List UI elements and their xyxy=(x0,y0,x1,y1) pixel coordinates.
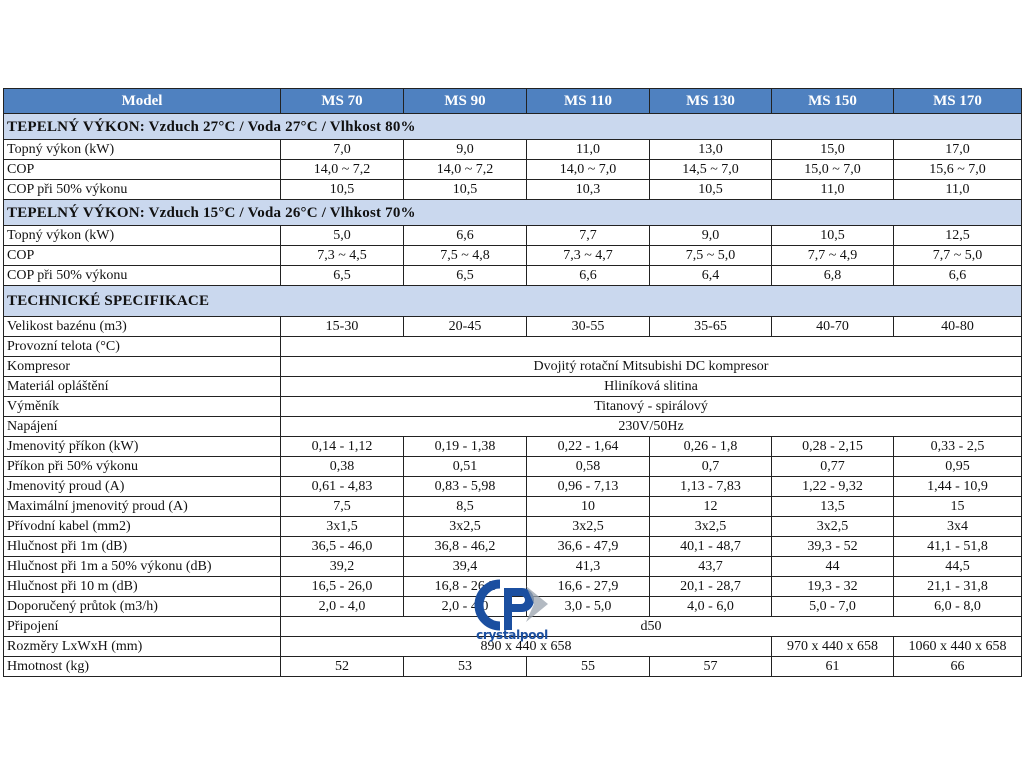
model-ms110-header: MS 110 xyxy=(527,89,650,114)
cell-value: 7,5 ~ 5,0 xyxy=(650,246,772,266)
row-label: Maximální jmenovitý proud (A) xyxy=(4,497,281,517)
cell-value: 10,3 xyxy=(527,180,650,200)
cell-value: 7,5 xyxy=(281,497,404,517)
cell-value: 0,7 xyxy=(650,457,772,477)
row-label: COP při 50% výkonu xyxy=(4,266,281,286)
cell-value: 2,0 - 4,0 xyxy=(404,597,527,617)
cell-value: 9,0 xyxy=(404,140,527,160)
row-label: COP xyxy=(4,160,281,180)
cell-value: 39,4 xyxy=(404,557,527,577)
cell-value-merged: Hliníková slitina xyxy=(281,377,1022,397)
cell-value: 10,5 xyxy=(281,180,404,200)
cell-value: 15,6 ~ 7,0 xyxy=(894,160,1022,180)
table-row xyxy=(4,417,1022,437)
cell-value: 10,5 xyxy=(404,180,527,200)
cell-value: 6,6 xyxy=(527,266,650,286)
table-row xyxy=(4,557,1022,577)
cell-value: 0,77 xyxy=(772,457,894,477)
section-row-technical xyxy=(4,286,1022,317)
cell-value: 13,5 xyxy=(772,497,894,517)
row-label: Hmotnost (kg) xyxy=(4,657,281,677)
cell-value: 2,0 - 4,0 xyxy=(281,597,404,617)
cell-value: 12,5 xyxy=(894,226,1022,246)
cell-value: 39,3 - 52 xyxy=(772,537,894,557)
cell-value-merged: Dvojitý rotační Mitsubishi DC kompresor xyxy=(281,357,1022,377)
cell-value-merged: 230V/50Hz xyxy=(281,417,1022,437)
table-row xyxy=(4,226,1022,246)
cell-value: 40-70 xyxy=(772,317,894,337)
row-label: Hlučnost při 10 m (dB) xyxy=(4,577,281,597)
header-row xyxy=(4,89,1022,114)
section-title-heating-15: TEPELNÝ VÝKON: Vzduch 15°C / Voda 26°C / Vlhkost 70% xyxy=(4,200,1022,226)
row-label: Materiál opláštění xyxy=(4,377,281,397)
cell-value: 15,0 ~ 7,0 xyxy=(772,160,894,180)
table-row xyxy=(4,160,1022,180)
row-label: Hlučnost při 1m (dB) xyxy=(4,537,281,557)
cell-value-merged: 890 x 440 x 658 xyxy=(281,637,772,657)
cell-value: 15-30 xyxy=(281,317,404,337)
cell-value: 1060 x 440 x 658 xyxy=(894,637,1022,657)
cell-value: 36,8 - 46,2 xyxy=(404,537,527,557)
table-row xyxy=(4,266,1022,286)
cell-value: 44 xyxy=(772,557,894,577)
cell-value: 36,6 - 47,9 xyxy=(527,537,650,557)
cell-value: 3x2,5 xyxy=(404,517,527,537)
table-row xyxy=(4,337,1022,357)
table-row xyxy=(4,140,1022,160)
cell-value: 6,4 xyxy=(650,266,772,286)
model-ms90-header: MS 90 xyxy=(404,89,527,114)
cell-value: 0,51 xyxy=(404,457,527,477)
cell-value: 16,6 - 27,9 xyxy=(527,577,650,597)
table-row xyxy=(4,497,1022,517)
cell-value: 11,0 xyxy=(772,180,894,200)
row-label: COP xyxy=(4,246,281,266)
cell-value: 6,6 xyxy=(894,266,1022,286)
table-row xyxy=(4,457,1022,477)
cell-value: 6,5 xyxy=(404,266,527,286)
cell-value: 5,0 xyxy=(281,226,404,246)
cell-value: 9,0 xyxy=(650,226,772,246)
table-row xyxy=(4,517,1022,537)
cell-value: 0,95 xyxy=(894,457,1022,477)
cell-value: 14,0 ~ 7,0 xyxy=(527,160,650,180)
cell-value: 0,26 - 1,8 xyxy=(650,437,772,457)
table-row xyxy=(4,377,1022,397)
cell-value: 14,0 ~ 7,2 xyxy=(404,160,527,180)
row-label: Kompresor xyxy=(4,357,281,377)
section-title-heating-27: TEPELNÝ VÝKON: Vzduch 27°C / Voda 27°C / Vlhkost 80% xyxy=(4,114,1022,140)
cell-value: 0,96 - 7,13 xyxy=(527,477,650,497)
cell-value: 0,28 - 2,15 xyxy=(772,437,894,457)
row-label: Doporučený průtok (m3/h) xyxy=(4,597,281,617)
cell-value: 16,5 - 26,0 xyxy=(281,577,404,597)
cell-value: 0,38 xyxy=(281,457,404,477)
cell-value: 41,1 - 51,8 xyxy=(894,537,1022,557)
cell-value: 55 xyxy=(527,657,650,677)
cell-value: 7,7 xyxy=(527,226,650,246)
cell-value: 16,8 - 26,2 xyxy=(404,577,527,597)
crystalpool-logo-text: crystalpool xyxy=(476,628,548,642)
cell-value-merged: Titanový - spirálový xyxy=(281,397,1022,417)
table-row xyxy=(4,357,1022,377)
cell-value: 10,5 xyxy=(772,226,894,246)
table-row xyxy=(4,397,1022,417)
row-label: Jmenovitý proud (A) xyxy=(4,477,281,497)
row-label: Velikost bazénu (m3) xyxy=(4,317,281,337)
cell-value: 7,0 xyxy=(281,140,404,160)
cell-value: 10 xyxy=(527,497,650,517)
cell-value: 0,14 - 1,12 xyxy=(281,437,404,457)
row-label: Napájení xyxy=(4,417,281,437)
cell-value: 6,6 xyxy=(404,226,527,246)
row-label: Rozměry LxWxH (mm) xyxy=(4,637,281,657)
cell-value: 7,3 ~ 4,5 xyxy=(281,246,404,266)
cell-value: 66 xyxy=(894,657,1022,677)
cell-value: 1,22 - 9,32 xyxy=(772,477,894,497)
table-row xyxy=(4,537,1022,557)
cell-value: 57 xyxy=(650,657,772,677)
table-row xyxy=(4,317,1022,337)
cell-value: 0,61 - 4,83 xyxy=(281,477,404,497)
cell-value-merged xyxy=(281,337,1022,357)
cell-value: 3,0 - 5,0 xyxy=(527,597,650,617)
row-label: Jmenovitý příkon (kW) xyxy=(4,437,281,457)
table-row xyxy=(4,437,1022,457)
cell-value: 6,0 - 8,0 xyxy=(894,597,1022,617)
cell-value: 0,33 - 2,5 xyxy=(894,437,1022,457)
cell-value: 35-65 xyxy=(650,317,772,337)
cell-value: 43,7 xyxy=(650,557,772,577)
cell-value: 0,58 xyxy=(527,457,650,477)
model-ms130-header: MS 130 xyxy=(650,89,772,114)
cell-value: 12 xyxy=(650,497,772,517)
table-row xyxy=(4,477,1022,497)
cell-value: 3x2,5 xyxy=(527,517,650,537)
cell-value: 1,44 - 10,9 xyxy=(894,477,1022,497)
cell-value: 36,5 - 46,0 xyxy=(281,537,404,557)
row-label: COP při 50% výkonu xyxy=(4,180,281,200)
cell-value: 17,0 xyxy=(894,140,1022,160)
cell-value: 3x1,5 xyxy=(281,517,404,537)
cell-value: 6,8 xyxy=(772,266,894,286)
model-ms150-header: MS 150 xyxy=(772,89,894,114)
cell-value: 3x2,5 xyxy=(772,517,894,537)
cell-value: 13,0 xyxy=(650,140,772,160)
cell-value: 5,0 - 7,0 xyxy=(772,597,894,617)
cell-value: 1,13 - 7,83 xyxy=(650,477,772,497)
cell-value: 7,5 ~ 4,8 xyxy=(404,246,527,266)
cell-value: 53 xyxy=(404,657,527,677)
table-row xyxy=(4,180,1022,200)
cell-value: 3x2,5 xyxy=(650,517,772,537)
cell-value: 14,5 ~ 7,0 xyxy=(650,160,772,180)
section-row-heating-27 xyxy=(4,114,1022,140)
cell-value: 21,1 - 31,8 xyxy=(894,577,1022,597)
cell-value: 7,3 ~ 4,7 xyxy=(527,246,650,266)
cell-value: 11,0 xyxy=(894,180,1022,200)
model-header: Model xyxy=(4,89,281,114)
row-label: Výměník xyxy=(4,397,281,417)
cell-value: 15 xyxy=(894,497,1022,517)
crystalpool-logo-icon xyxy=(470,578,554,632)
row-label: Topný výkon (kW) xyxy=(4,226,281,246)
section-row-heating-15 xyxy=(4,200,1022,226)
cell-value: 39,2 xyxy=(281,557,404,577)
row-label: Provozní telota (°C) xyxy=(4,337,281,357)
cell-value: 15,0 xyxy=(772,140,894,160)
cell-value: 0,83 - 5,98 xyxy=(404,477,527,497)
cell-value: 14,0 ~ 7,2 xyxy=(281,160,404,180)
cell-value: 11,0 xyxy=(527,140,650,160)
cell-value: 40,1 - 48,7 xyxy=(650,537,772,557)
cell-value: 0,22 - 1,64 xyxy=(527,437,650,457)
model-ms70-header: MS 70 xyxy=(281,89,404,114)
cell-value: 20,1 - 28,7 xyxy=(650,577,772,597)
row-label: Příkon při 50% výkonu xyxy=(4,457,281,477)
model-ms170-header: MS 170 xyxy=(894,89,1022,114)
cell-value: 41,3 xyxy=(527,557,650,577)
section-title-technical: TECHNICKÉ SPECIFIKACE xyxy=(4,286,1022,317)
cell-value: 970 x 440 x 658 xyxy=(772,637,894,657)
cell-value: 30-55 xyxy=(527,317,650,337)
cell-value: 7,7 ~ 4,9 xyxy=(772,246,894,266)
row-label: Připojení xyxy=(4,617,281,637)
row-label: Hlučnost při 1m a 50% výkonu (dB) xyxy=(4,557,281,577)
table-row xyxy=(4,657,1022,677)
cell-value: 7,7 ~ 5,0 xyxy=(894,246,1022,266)
cell-value: 44,5 xyxy=(894,557,1022,577)
cell-value: 20-45 xyxy=(404,317,527,337)
crystalpool-watermark xyxy=(470,578,554,648)
cell-value: 8,5 xyxy=(404,497,527,517)
table-row xyxy=(4,246,1022,266)
cell-value: 52 xyxy=(281,657,404,677)
cell-value: 0,19 - 1,38 xyxy=(404,437,527,457)
cell-value: 10,5 xyxy=(650,180,772,200)
cell-value: 40-80 xyxy=(894,317,1022,337)
row-label: Přívodní kabel (mm2) xyxy=(4,517,281,537)
cell-value: 19,3 - 32 xyxy=(772,577,894,597)
cell-value: 61 xyxy=(772,657,894,677)
cell-value: 6,5 xyxy=(281,266,404,286)
row-label: Topný výkon (kW) xyxy=(4,140,281,160)
cell-value-merged: d50 xyxy=(281,617,1022,637)
cell-value: 3x4 xyxy=(894,517,1022,537)
cell-value: 4,0 - 6,0 xyxy=(650,597,772,617)
